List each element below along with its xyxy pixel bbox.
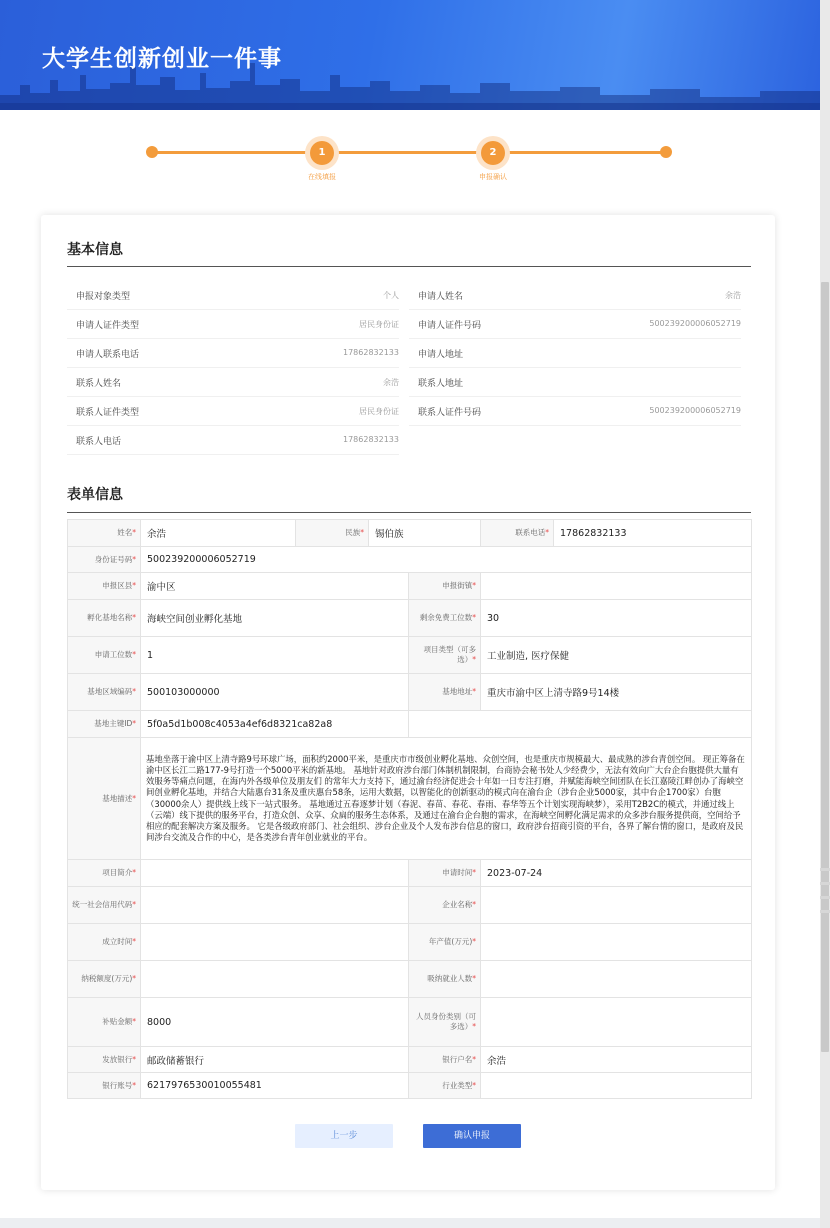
slots-label: 申请工位数* (68, 637, 141, 674)
tax-label: 纳税额度(万元)* (68, 961, 141, 998)
company-field[interactable] (481, 887, 752, 924)
area-code-label: 基地区域编码* (68, 674, 141, 711)
desc-field[interactable]: 基地坐落于渝中区上清寺路9号环球广场，面积约2000平米，是重庆市市级创业孵化基地、众创空间，也是重庆市规模最大、最成熟的涉台青创空间。 现正筹备在渝中区长江二路177-9号打造一个5000平米的新基地。 基地针对政府涉台部门体制机制限制，台商协会秘书处人少经费少，无法有效向广大台企台胞提供大量有效服务等痛点问题，在海内外各级单位及朋友们 的常年大力支持下，通过渝台经济促进会十年如一日专注打磨，并赋能海峡空间团队在长江嘉陵江畔创办了海峡空间创业孵化基地，并结合大陆惠台31条及重庆惠台58条，运用大数据，以智能化的创新驱动的模式向在渝台企（涉台企业5000家，其中台企1700家）台胞（30000余人）提供线上线下一站式服务。 基地通过五春逐梦计划（春泥、春苗、春花、春雨、春华等五个计划实现海峡梦），采用T2B2C的模式，并通过线上（云端）线下提供的服务平台，打造众创、众享、众扁的服务生态体系，及通过在渝台企台胞的需求，在海峡空间孵化满足需求的众多涉台服务提供商，空间给予相应的配套解决方案及服务。 它是各级政府部门、社会组织、涉台企业及个人发布涉台信息的窗口，政府涉台招商引资的平台，各界了解台情的窗口，是政府及民间涉台交流及合作的中心，是各类涉台青年创业就业的平台。 (141, 738, 752, 860)
credit-code-field[interactable] (141, 887, 409, 924)
desc-label: 基地描述* (68, 738, 141, 860)
output-label: 年产值(万元)* (409, 924, 481, 961)
info-label: 申请人证件类型 (76, 321, 140, 331)
step-1-label: 在线填报 (308, 173, 336, 181)
area-code-field[interactable]: 500103000000 (141, 674, 409, 711)
phone-label: 联系电话* (481, 520, 554, 547)
tax-field[interactable] (141, 961, 409, 998)
table-row (68, 924, 752, 961)
info-row (67, 426, 399, 455)
table-row (68, 573, 752, 600)
info-value: 500239200006052719 (649, 319, 741, 328)
account-name-label: 银行户名* (409, 1047, 481, 1073)
step-end-dot (660, 146, 672, 158)
info-label: 申请人地址 (418, 350, 464, 360)
info-label: 申请人姓名 (418, 292, 464, 302)
table-row (68, 887, 752, 924)
table-row (68, 547, 752, 573)
free-slots-field[interactable]: 30 (481, 600, 752, 637)
info-value: 个人 (383, 291, 399, 300)
address-field[interactable]: 重庆市渝中区上清寺路9号14楼 (481, 674, 752, 711)
ethnicity-label: 民族* (296, 520, 369, 547)
info-label: 申请人证件号码 (418, 321, 482, 331)
info-label: 联系人地址 (418, 379, 464, 389)
info-label: 联系人证件类型 (76, 408, 140, 418)
info-label: 申报对象类型 (76, 292, 131, 302)
street-field[interactable] (481, 573, 752, 600)
form-info-title: 表单信息 (67, 487, 123, 503)
info-row (67, 368, 399, 397)
info-row (67, 310, 399, 339)
step-2-number: 2 (481, 141, 505, 165)
id-field[interactable]: 500239200006052719 (141, 547, 752, 573)
info-value: 17862832133 (343, 435, 399, 444)
account-name-field[interactable]: 余浩 (481, 1047, 752, 1073)
info-row (67, 339, 399, 368)
info-row (409, 368, 741, 397)
table-row (68, 674, 752, 711)
street-label: 申报街镇* (409, 573, 481, 600)
employ-field[interactable] (481, 961, 752, 998)
info-row (67, 397, 399, 426)
info-label: 联系人证件号码 (418, 408, 482, 418)
info-row (409, 397, 741, 426)
scrollbar-thumb[interactable] (821, 282, 829, 1052)
step-2-label: 申报确认 (479, 173, 507, 181)
employ-label: 吸纳就业人数* (409, 961, 481, 998)
scrollbar[interactable] (820, 0, 830, 1228)
apply-time-field[interactable]: 2023-07-24 (481, 860, 752, 887)
info-row (409, 310, 741, 339)
table-row (68, 961, 752, 998)
info-value: 居民身份证 (359, 407, 399, 416)
established-field[interactable] (141, 924, 409, 961)
info-row (409, 281, 741, 310)
form-info-divider (67, 512, 751, 513)
table-row (68, 637, 752, 674)
industry-field[interactable] (481, 1073, 752, 1099)
intro-label: 项目简介* (68, 860, 141, 887)
base-name-field[interactable]: 海峡空间创业孵化基地 (141, 600, 409, 637)
step-2 (476, 136, 510, 170)
phone-field[interactable]: 17862832133 (554, 520, 752, 547)
step-1 (305, 136, 339, 170)
form-table (67, 519, 752, 1099)
district-label: 申报区县* (68, 573, 141, 600)
previous-step-button[interactable]: 上一步 (295, 1124, 393, 1148)
info-value: 500239200006052719 (649, 406, 741, 415)
info-label: 联系人电话 (76, 437, 122, 447)
project-type-field[interactable]: 工业制造, 医疗保健 (481, 637, 752, 674)
name-field[interactable]: 余浩 (141, 520, 296, 547)
table-row (68, 520, 752, 547)
bank-label: 发放银行* (68, 1047, 141, 1073)
district-field[interactable]: 渝中区 (141, 573, 409, 600)
scrollbar-mark (820, 882, 830, 885)
info-value: 余浩 (725, 291, 741, 300)
scrollbar-mark (820, 868, 830, 871)
page-title: 大学生创新创业一件事 (42, 46, 282, 72)
step-1-number: 1 (310, 141, 334, 165)
subsidy-label: 补贴金额* (68, 998, 141, 1047)
free-slots-label: 剩余免费工位数* (409, 600, 481, 637)
scrollbar-mark (820, 896, 830, 899)
basic-info-title: 基本信息 (67, 242, 123, 258)
intro-field[interactable] (141, 860, 409, 887)
credit-code-label: 统一社会信用代码* (68, 887, 141, 924)
table-row (68, 738, 752, 860)
info-value: 居民身份证 (359, 320, 399, 329)
identity-label: 人员身份类别（可多选）* (409, 998, 481, 1047)
info-row (409, 339, 741, 368)
step-start-dot (146, 146, 158, 158)
info-row (67, 281, 399, 310)
table-row (68, 998, 752, 1047)
info-value: 余浩 (383, 378, 399, 387)
application-card (41, 215, 775, 1190)
industry-label: 行业类型* (409, 1073, 481, 1099)
base-name-label: 孵化基地名称* (68, 600, 141, 637)
table-row (68, 600, 752, 637)
project-type-label: 项目类型（可多选）* (409, 637, 481, 674)
page-footer-strip (0, 1218, 820, 1228)
table-row (68, 860, 752, 887)
account-label: 银行账号* (68, 1073, 141, 1099)
base-id-field[interactable]: 5f0a5d1b008c4053a4ef6d8321ca82a8 (141, 711, 409, 738)
scrollbar-mark (820, 910, 830, 913)
apply-time-label: 申请时间* (409, 860, 481, 887)
steps-line (152, 151, 666, 154)
base-id-label: 基地主键ID* (68, 711, 141, 738)
name-label: 姓名* (68, 520, 141, 547)
info-label: 申请人联系电话 (76, 350, 140, 360)
confirm-submit-button[interactable]: 确认申报 (423, 1124, 521, 1148)
table-row (68, 711, 752, 738)
established-label: 成立时间* (68, 924, 141, 961)
ethnicity-field[interactable]: 锡伯族 (369, 520, 481, 547)
basic-info-divider (67, 266, 751, 267)
output-field[interactable] (481, 924, 752, 961)
id-label: 身份证号码* (68, 547, 141, 573)
empty-cell (409, 711, 752, 738)
bank-field[interactable]: 邮政储蓄银行 (141, 1047, 409, 1073)
table-row (68, 1047, 752, 1073)
subsidy-field[interactable]: 8000 (141, 998, 409, 1047)
company-label: 企业名称* (409, 887, 481, 924)
account-field[interactable]: 6217976530010055481 (141, 1073, 409, 1099)
info-label: 联系人姓名 (76, 379, 122, 389)
identity-field[interactable] (481, 998, 752, 1047)
slots-field[interactable]: 1 (141, 637, 409, 674)
address-label: 基地地址* (409, 674, 481, 711)
table-row (68, 1073, 752, 1099)
info-value: 17862832133 (343, 348, 399, 357)
header-banner (0, 0, 820, 110)
